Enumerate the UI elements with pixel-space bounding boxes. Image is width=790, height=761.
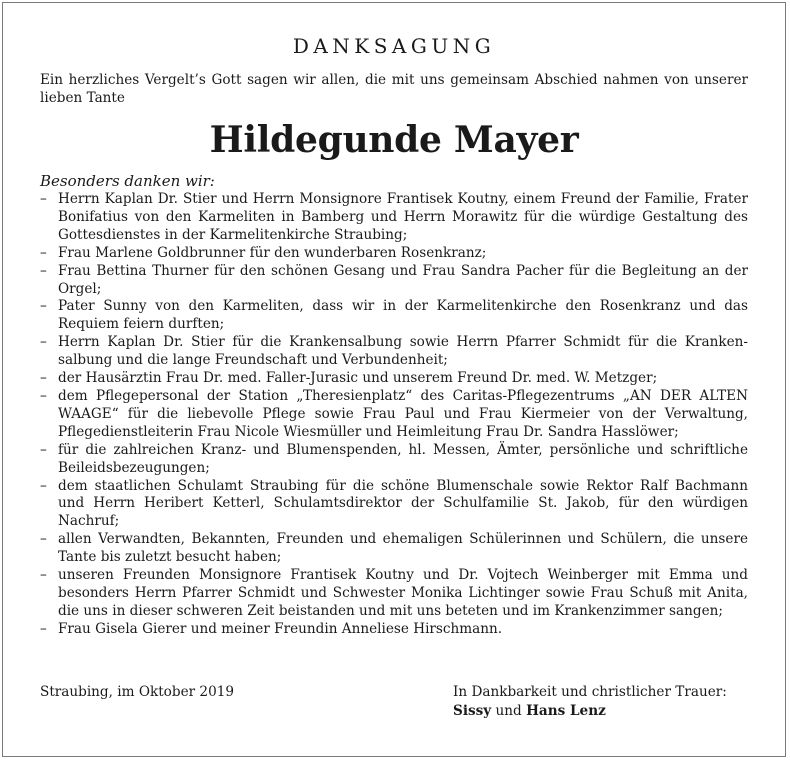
thanks-list [40, 191, 748, 639]
list-item [40, 531, 748, 567]
list-item [40, 478, 748, 532]
list-item-text: Frau Bettina Thurner für den schönen Gesang und Frau Sandra Pacher für die Begleitung an der Orgel; [58, 262, 748, 297]
list-dash: – [40, 191, 47, 207]
list-item-text: Pater Sunny von den Karmeliten, dass wir in der Karmelitenkirche den Rosenkranz und das Requiem feiern durften; [58, 298, 748, 333]
list-item [40, 298, 748, 334]
list-item [40, 245, 748, 263]
closing-line: In Dankbarkeit und christlicher Trauer: [453, 684, 727, 700]
list-item [40, 442, 748, 478]
list-item-text: Frau Gisela Gierer und meiner Freundin Anneliese Hirschmann. [58, 620, 503, 637]
list-dash: – [40, 567, 47, 584]
list-dash: – [40, 441, 47, 458]
signatory-1: Sissy [453, 703, 492, 719]
list-dash: – [40, 244, 47, 261]
list-item [40, 567, 748, 621]
list-dash: – [40, 370, 47, 387]
closing-block [453, 683, 753, 721]
list-dash: – [40, 477, 47, 494]
place-date: Straubing, im Oktober 2019 [40, 684, 235, 700]
thanks-subheading: Besonders danken wir: [40, 172, 215, 190]
list-item-text: für die zahlreichen Kranz- und Blumenspenden, hl. Messen, Ämter, persönliche und schriftliche Beileidsbezeugungen; [58, 441, 748, 476]
list-dash: – [40, 620, 47, 637]
list-item-text: unseren Freunden Monsignore Frantisek Koutny und Dr. Vojtech Weinberger mit Emma und besonders Herrn Pfarrer Schmidt und Schwester Monika Lichtinger sowie Frau Schuß mit Anita, die uns in dieser schweren Zeit beistanden und mit uns beteten und im Krankenzimmer sangen; [58, 567, 748, 619]
list-dash: – [40, 334, 47, 351]
list-dash: – [40, 262, 47, 279]
list-item [40, 334, 748, 370]
signatories [453, 702, 753, 721]
list-dash: – [40, 531, 47, 548]
list-item [40, 388, 748, 442]
list-item [40, 370, 748, 388]
list-item-text: dem Pflegepersonal der Station „Theresienplatz“ des Caritas-Pflegezentrums „AN DER ALTEN WAAGE“ für die liebevolle Pflege sowie Frau Paul und Frau Kiermeier von der Verwaltung, Pflegedienstleiterin Frau Nicole Wiesmüller und Heimleitung Frau Dr. Sandra Hasslöwer; [58, 387, 748, 440]
list-dash: – [40, 298, 47, 315]
list-item [40, 621, 748, 639]
notice-heading: DANKSAGUNG [292, 34, 496, 58]
deceased-name: Hildegunde Mayer [209, 119, 579, 161]
signatory-2: Hans Lenz [526, 703, 606, 719]
list-item [40, 263, 748, 299]
list-item-text: Herrn Kaplan Dr. Stier für die Krankensalbung sowie Herrn Pfarrer Schmidt für die Krankensalbung und die lange Freundschaft und Verbundenheit; [58, 334, 748, 369]
signatory-joiner: und [495, 703, 522, 719]
list-dash: – [40, 387, 47, 404]
list-item-text: der Hausärztin Frau Dr. med. Faller-Jurasic und unserem Freund Dr. med. W. Metzger; [58, 370, 658, 387]
intro-text: Ein herzliches Vergelt’s Gott sagen wir allen, die mit uns gemeinsam Abschied nahmen von unserer lieben Tante [40, 72, 748, 106]
list-item-text: allen Verwandten, Bekannten, Freunden und ehemaligen Schülerinnen und Schülern, die unsere Tante bis zuletzt besucht haben; [58, 531, 748, 566]
list-item-text: Herrn Kaplan Dr. Stier und Herrn Monsignore Frantisek Koutny, einem Freund der Familie, Frater Bonifatius von den Karmeliten in Bamberg und Herrn Morawitz für die würdige Gestaltung des Gottesdienstes in der Karmelitenkirche Straubing; [58, 191, 748, 243]
list-item [40, 191, 748, 245]
list-item-text: Frau Marlene Goldbrunner für den wunderbaren Rosenkranz; [58, 244, 487, 261]
list-item-text: dem staatlichen Schulamt Straubing für die schöne Blumenschale sowie Rektor Ralf Bachmann und Herrn Heribert Ketterl, Schulamtsdirektor der Schulfamilie St. Jakob, für den würdigen Nachruf; [58, 477, 748, 530]
